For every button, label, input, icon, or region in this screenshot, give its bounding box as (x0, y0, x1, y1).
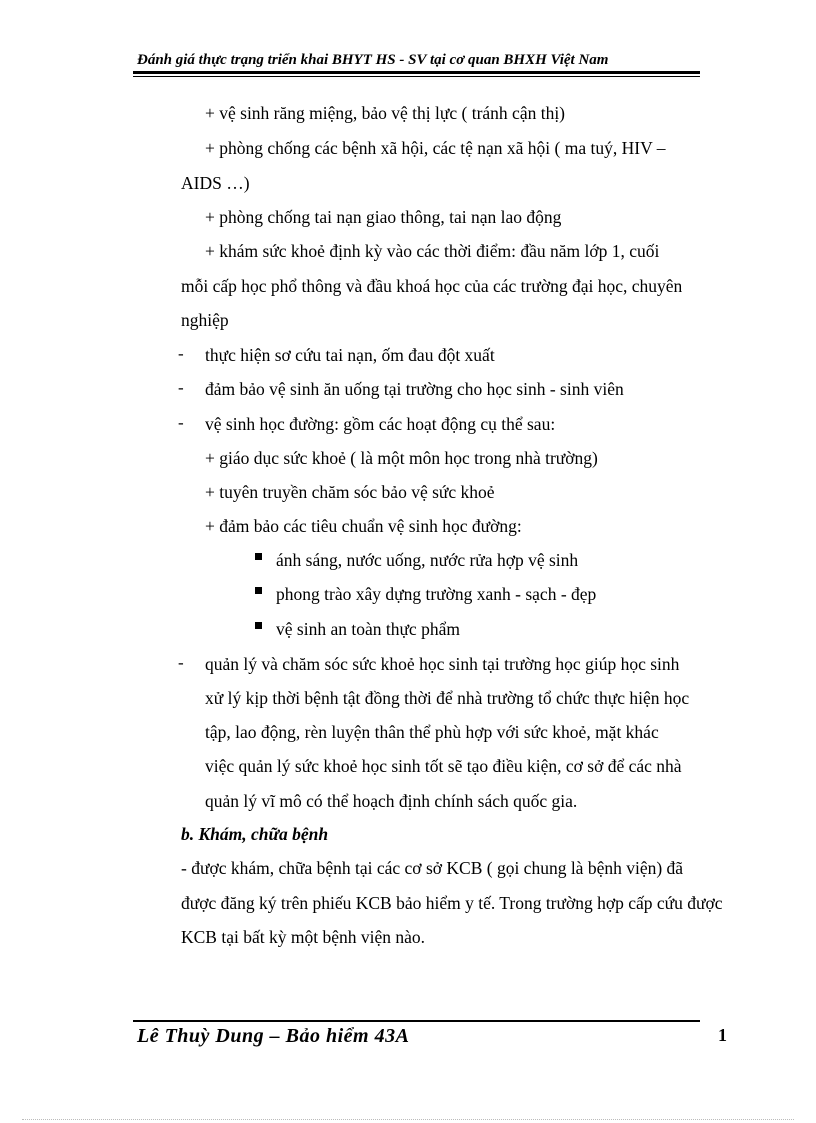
footer-author: Lê Thuỳ Dung – Bảo hiểm 43A (137, 1025, 410, 1047)
footer-rule (133, 1020, 700, 1022)
text-line: phong trào xây dựng trường xanh - sạch - đẹp (276, 584, 597, 604)
square-bullet-icon (255, 622, 262, 629)
text-line: AIDS …) (181, 173, 250, 193)
page-header-title: Đánh giá thực trạng triển khai BHYT HS - SV tại cơ quan BHXH Việt Nam (137, 52, 609, 68)
text-line: xử lý kịp thời bệnh tật đồng thời để nhà trường tổ chức thực hiện học (205, 688, 690, 708)
text-line: thực hiện sơ cứu tai nạn, ốm đau đột xuất (205, 345, 495, 365)
text-line: KCB tại bất kỳ một bệnh viện nào. (181, 927, 425, 947)
text-line: + phòng chống các bệnh xã hội, các tệ nạn xã hội ( ma tuý, HIV – (205, 138, 666, 158)
bottom-dotted-border (22, 1119, 794, 1120)
text-line: + phòng chống tai nạn giao thông, tai nạn lao động (205, 207, 562, 227)
text-line: quản lý vĩ mô có thể hoạch định chính sách quốc gia. (205, 791, 578, 811)
dash-bullet: - (178, 344, 184, 363)
text-line: - được khám, chữa bệnh tại các cơ sở KCB ( gọi chung là bệnh viện) đã (181, 858, 684, 878)
text-line: được đăng ký trên phiếu KCB bảo hiểm y tế. Trong trường hợp cấp cứu được (181, 893, 723, 913)
square-bullet-icon (255, 553, 262, 560)
text-line: mỗi cấp học phổ thông và đầu khoá học của các trường đại học, chuyên (181, 276, 683, 296)
dash-bullet: - (178, 653, 184, 672)
text-line: + vệ sinh răng miệng, bảo vệ thị lực ( tránh cận thị) (205, 103, 566, 123)
text-line: đảm bảo vệ sinh ăn uống tại trường cho học sinh - sinh viên (205, 379, 624, 399)
dash-bullet: - (178, 413, 184, 432)
square-bullet-icon (255, 587, 262, 594)
text-line: quản lý và chăm sóc sức khoẻ học sinh tại trường học giúp học sinh (205, 654, 680, 674)
text-line: nghiệp (181, 310, 229, 330)
text-line: vệ sinh học đường: gồm các hoạt động cụ thể sau: (205, 414, 556, 434)
text-line: + tuyên truyền chăm sóc bảo vệ sức khoẻ (205, 482, 495, 502)
section-heading-b: b. Khám, chữa bệnh (181, 824, 329, 844)
text-line: việc quản lý sức khoẻ học sinh tốt sẽ tạo điều kiện, cơ sở để các nhà (205, 756, 682, 776)
text-line: vệ sinh an toàn thực phẩm (276, 619, 460, 639)
dash-bullet: - (178, 378, 184, 397)
header-rule-thick (133, 71, 700, 74)
text-line: tập, lao động, rèn luyện thân thể phù hợp với sức khoẻ, mặt khác (205, 722, 659, 742)
text-line: ánh sáng, nước uống, nước rửa hợp vệ sinh (276, 550, 579, 570)
text-line: + giáo dục sức khoẻ ( là một môn học trong nhà trường) (205, 448, 598, 468)
header-rule-thin (133, 76, 700, 77)
text-line: + khám sức khoẻ định kỳ vào các thời điểm: đầu năm lớp 1, cuối (205, 241, 660, 261)
text-line: + đảm bảo các tiêu chuẩn vệ sinh học đường: (205, 516, 522, 536)
page-number: 1 (718, 1025, 727, 1045)
